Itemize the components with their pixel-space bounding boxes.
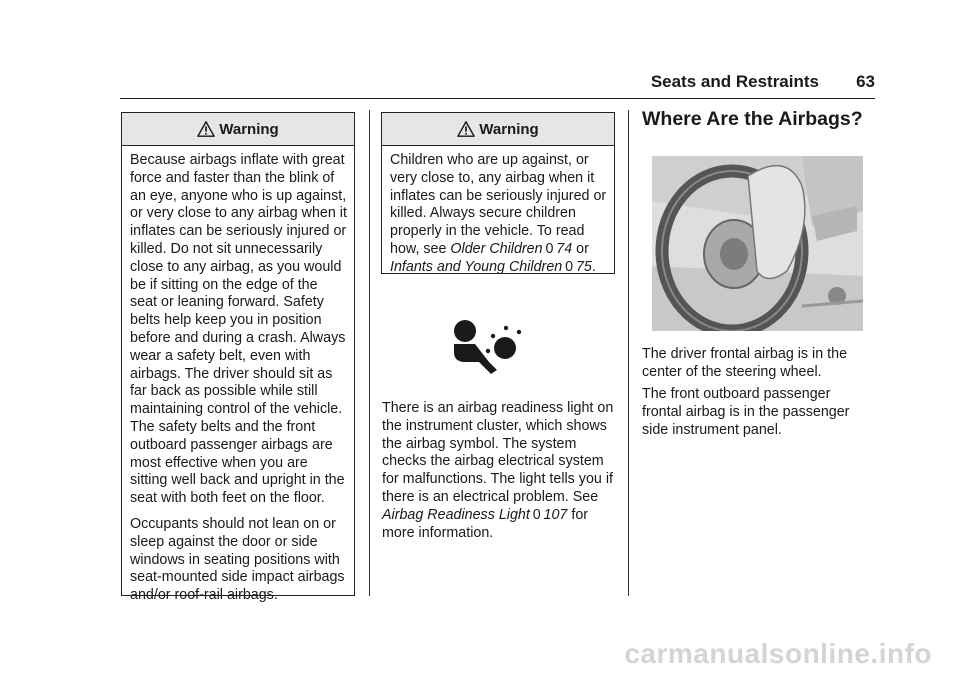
warning-body — [382, 146, 614, 283]
warning-header — [382, 113, 614, 146]
warning-triangle-icon — [197, 120, 215, 138]
ref-older-children-link[interactable]: Older Children — [450, 240, 543, 257]
section-heading: Where Are the Airbags? — [642, 108, 863, 130]
warning-heading: Warning — [219, 120, 279, 138]
page-header — [120, 64, 875, 99]
page-number: 63 — [856, 72, 875, 91]
warning-triangle-icon — [457, 120, 475, 138]
page-ref-arrow-icon: 0 — [565, 258, 574, 275]
ref-page-number[interactable]: 74 — [556, 240, 573, 257]
ref-page-number[interactable]: 75 — [575, 258, 592, 275]
warning-paragraph: Occupants should not lean on or sleep against the door or side windows in seating positions with seat-mounted side impact airbags and/or roof-rail airbags. — [130, 515, 345, 604]
body-text: for more information. — [382, 506, 589, 541]
watermark: carmanualsonline.info — [624, 638, 932, 669]
warning-heading: Warning — [479, 120, 539, 138]
driver-airbag-paragraph: The driver frontal airbag is in the center of the steering wheel. — [642, 346, 848, 380]
ref-page-number[interactable]: 107 — [543, 506, 568, 523]
passenger-airbag-paragraph: The front outboard passenger frontal airbag is in the passenger side instrument panel. — [642, 386, 850, 438]
warning-box-children — [381, 112, 615, 274]
warning-text: . — [591, 258, 596, 275]
warning-box-airbag-force — [121, 112, 355, 604]
warning-body — [122, 146, 354, 611]
column-divider-1 — [369, 110, 370, 596]
airbag-readiness-icon — [449, 318, 523, 374]
ref-airbag-readiness-link[interactable]: Airbag Readiness Light — [382, 506, 530, 523]
section-title: Seats and Restraints — [650, 72, 819, 91]
airbag-light-paragraph — [382, 400, 614, 542]
warning-paragraph — [390, 152, 608, 277]
body-text: There is an airbag readiness light on the instrument cluster, which shows the airbag symbol. The system checks the airbag electrical system for malfunctions. The light tells you if there is an electrical problem. See — [382, 400, 614, 505]
ref-infants-link[interactable]: Infants and Young Children — [390, 258, 563, 275]
warning-text: Children who are up against, or very close to, any airbag when it inflates can be seriously injured or killed. Always secure children properly in the vehicle. To read how, see — [390, 152, 607, 257]
page-ref-arrow-icon: 0 — [532, 506, 541, 523]
warning-text: or — [572, 240, 589, 257]
warning-paragraph: Because airbags inflate with great force and faster than the blink of an eye, anyone who is up against, or very close to any airbag when it inflates can be seriously injured or killed. Do not sit unnecessarily close to any airbag, as you would be if sitting on the edge of the seat or leaning forward. Safety belts help keep you in position before and during a crash. Always wear a safety belt, even with airbags. The driver should sit as far back as possible while still maintaining control of the vehicle. The safety belts and the front outboard passenger airbags are most effective when you are sitting well back and upright in the seat with both feet on the floor. — [130, 152, 347, 507]
warning-header — [122, 113, 354, 146]
airbag-locations-illustration — [652, 156, 863, 331]
column-divider-2 — [628, 110, 629, 596]
page-ref-arrow-icon: 0 — [545, 240, 554, 257]
